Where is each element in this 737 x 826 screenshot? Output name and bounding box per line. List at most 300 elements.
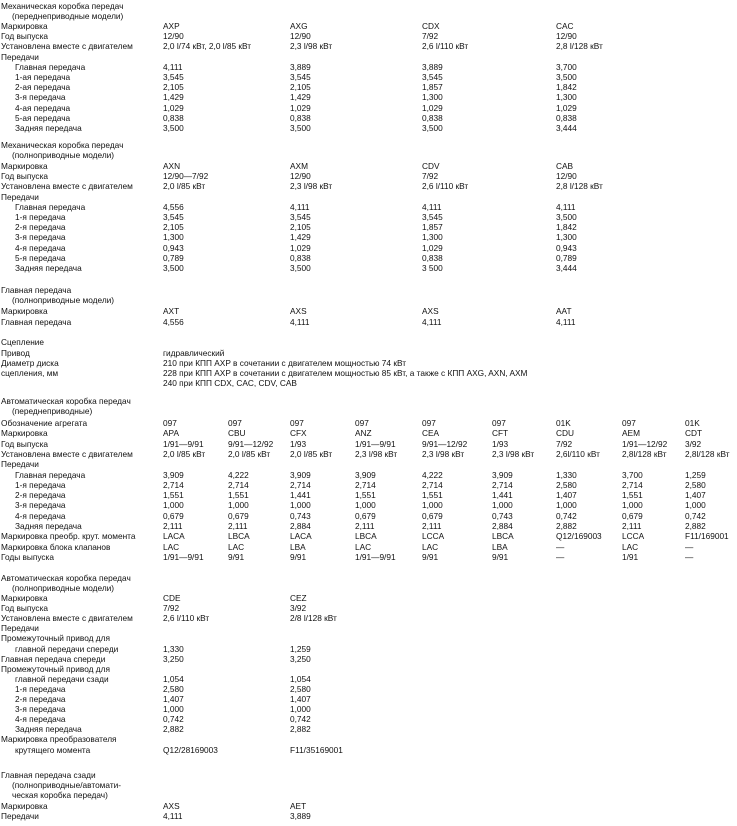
row-value: 097 [290, 418, 304, 428]
spec-row [0, 812, 737, 822]
row-value: 4,111 [422, 201, 442, 212]
spec-row [0, 162, 737, 172]
row-value: 097 [228, 418, 242, 428]
row-value: 2,3 l/98 кВт [355, 448, 398, 459]
row-label: Главная передача спереди [1, 653, 106, 664]
row-value: 0,838 [422, 252, 443, 263]
row-value: 4,222 [228, 469, 249, 480]
row-value: 2/8 l/128 кВт [290, 613, 337, 624]
row-value: 1,551 [355, 490, 376, 501]
row-value: 2,882 [556, 521, 577, 531]
row-value: 0,742 [290, 714, 311, 725]
spec-row [0, 665, 737, 675]
row-value: 0,743 [290, 510, 311, 521]
spec-row [0, 715, 737, 725]
row-label: 1-я передача [15, 212, 66, 222]
row-value: 1,000 [622, 500, 643, 511]
section-title: Механическая коробка передач [1, 1, 124, 11]
row-label: главной передачи сзади [15, 673, 109, 684]
row-value: AEM [622, 428, 640, 439]
spec-row [0, 182, 737, 192]
row-label: 2-ая передача [15, 82, 71, 93]
row-label: Установлена вместе с двигателем [1, 181, 133, 192]
row-value: 2,8 l/128 кВт [556, 181, 603, 192]
row-label: 3-я передача [15, 232, 66, 243]
row-value: 12/90 [290, 171, 311, 182]
row-value: 2,6 l/110 кВт [163, 613, 210, 624]
row-value: 3,444 [556, 123, 577, 133]
row-value: 9/91 [290, 551, 307, 562]
row-value: 0,789 [163, 252, 184, 263]
row-value: 12/90 [556, 171, 577, 182]
row-value: 2,3 l/98 кВт [492, 448, 535, 459]
row-value: 1,000 [355, 500, 376, 511]
spec-row [0, 429, 737, 439]
row-label: Задняя передача [15, 123, 82, 133]
row-value: 4,556 [163, 316, 184, 327]
row-value: CDU [556, 428, 574, 439]
row-value: 2,111 [228, 521, 248, 531]
row-value: 12/90 [290, 31, 311, 42]
spec-row [0, 223, 737, 233]
row-value: 4,111 [556, 201, 576, 212]
spec-row [0, 624, 737, 634]
row-value: 0,838 [163, 112, 184, 123]
row-value: LBA [290, 541, 306, 552]
row-value: 1,029 [422, 242, 443, 253]
row-label: Маркировка блока клапанов [1, 541, 111, 552]
row-value: 1,407 [290, 694, 311, 704]
row-value: 2,8l/128 кВт [622, 448, 667, 459]
row-value: 2,3 l/98 кВт [290, 181, 333, 192]
spec-row [0, 695, 737, 705]
row-value: 3,909 [163, 469, 184, 480]
row-value: 2,0 l/85 кВт [228, 448, 271, 459]
row-value: 1,259 [290, 643, 311, 654]
spec-row [0, 675, 737, 685]
row-value: 1/91—9/91 [163, 438, 204, 449]
spec-row [0, 22, 737, 32]
row-value: 3,250 [290, 653, 311, 664]
row-value: 1,441 [290, 490, 311, 501]
row-value: 1,842 [556, 222, 577, 233]
row-value: LBA [492, 541, 508, 552]
row-value: 2,6l/110 кВт [556, 448, 600, 459]
row-label: Диаметр диска [1, 358, 59, 368]
row-value: LCCA [422, 531, 445, 542]
row-value: 1/93 [290, 438, 307, 449]
row-label: Задняя передача [15, 263, 82, 273]
row-label: 4-я передача [15, 510, 66, 521]
row-value: 4,111 [290, 316, 310, 327]
row-label: Главная передача [15, 201, 86, 212]
spec-row [0, 104, 737, 114]
row-label: 4-ая передача [15, 102, 71, 113]
section-subtitle: ческая коробка передач) [12, 790, 108, 800]
row-value: CBU [228, 428, 246, 439]
row-value: CFX [290, 428, 307, 439]
row-value: 1,407 [685, 490, 706, 501]
row-value: 2,111 [422, 521, 442, 531]
row-value: 3,545 [163, 212, 184, 222]
row-value: 2,105 [290, 222, 311, 233]
row-label: Промежуточный привод для [1, 663, 110, 674]
row-label: Установлена вместе с двигателем [1, 613, 133, 624]
section-subtitle: (полноприводные модели) [12, 150, 115, 160]
row-value: 1,407 [163, 694, 184, 704]
row-value: 0,943 [163, 242, 184, 253]
row-value: CDX [422, 21, 440, 31]
row-value: CEZ [290, 593, 307, 603]
row-value: 1,029 [556, 102, 577, 113]
spec-row [0, 264, 737, 274]
row-value: 1,054 [163, 673, 184, 684]
spec-row [0, 307, 737, 317]
row-value: 1,259 [685, 469, 706, 480]
row-label: Задняя передача [15, 521, 82, 531]
row-label: Маркировка [1, 593, 48, 603]
row-value: 7/92 [422, 171, 439, 182]
row-label: Маркировка [1, 161, 48, 171]
row-label: Год выпуска [1, 603, 49, 614]
row-label: Главная передача [1, 316, 72, 327]
row-value: 097 [163, 418, 177, 428]
row-value: 228 при КПП AXP в сочетании с двигателем мощностью 85 кВт, а также с КПП AXG, AXN, AXM [163, 368, 528, 378]
row-value: 0,789 [556, 252, 577, 263]
spec-row [0, 213, 737, 223]
row-label: 1-я передача [15, 479, 66, 490]
row-value: 3,500 [556, 212, 577, 222]
section-subtitle: (переднеприводные) [12, 406, 93, 416]
row-value: 1,842 [556, 82, 577, 93]
row-value: 3,909 [355, 469, 376, 480]
row-value: 2,580 [163, 683, 184, 694]
row-value: 3,545 [163, 72, 184, 82]
spec-row [0, 73, 737, 83]
row-label: Привод [1, 348, 30, 358]
row-value: 3,700 [556, 61, 577, 72]
row-value: 1,407 [556, 490, 577, 501]
row-value: 2,105 [163, 82, 184, 93]
row-value: 3,889 [290, 61, 311, 72]
row-value: 7/92 [163, 603, 180, 614]
row-value: 1,441 [492, 490, 513, 501]
row-label: сцепления, мм [1, 368, 59, 378]
row-value: 3,909 [492, 469, 513, 480]
row-value: LBCA [355, 531, 377, 542]
row-value: 2,714 [290, 479, 311, 490]
section-title: Механическая коробка передач [1, 140, 124, 150]
row-label: Маркировка [1, 801, 48, 811]
row-value: 1/91—9/91 [163, 551, 204, 562]
row-value: LBCA [492, 531, 514, 542]
row-value: 210 при КПП AXP в сочетании с двигателем мощностью 74 кВт [163, 358, 407, 368]
row-value: 1,000 [290, 704, 311, 715]
spec-row [0, 114, 737, 124]
row-value: AXT [163, 306, 180, 316]
spec-row [0, 471, 737, 481]
row-value: 12/90 [163, 31, 184, 42]
row-value: 0,838 [556, 112, 577, 123]
section-subtitle: (переднеприводные модели) [12, 11, 124, 21]
spec-row [0, 685, 737, 695]
row-label: Год выпуска [1, 31, 49, 42]
row-value: APA [163, 428, 179, 439]
row-value: 3,545 [422, 72, 443, 82]
row-value: 2,8l/128 кВт [685, 448, 730, 459]
row-value: 1,029 [290, 102, 311, 113]
row-label: крутящего момента [15, 744, 91, 755]
section-title: Автоматическая коробка передач [1, 573, 131, 583]
spec-row [0, 254, 737, 264]
row-label: Передачи [1, 459, 39, 470]
row-label: Год выпуска [1, 438, 49, 449]
row-value: AXS [163, 801, 180, 811]
row-value: LAC [622, 541, 639, 552]
row-value: 3,500 [556, 72, 577, 82]
row-value: 0,742 [163, 714, 184, 725]
row-value: CEA [422, 428, 440, 439]
row-value: 3,250 [163, 653, 184, 664]
row-value: 2,714 [228, 479, 249, 490]
row-value: 4,111 [163, 811, 183, 822]
row-value: 01K [685, 418, 700, 428]
row-value: 0,838 [290, 252, 311, 263]
row-value: 1,300 [422, 92, 443, 103]
row-value: 2,714 [622, 479, 643, 490]
spec-row [0, 124, 737, 134]
row-value: 1,029 [422, 102, 443, 113]
row-value: 3,889 [290, 811, 311, 822]
row-label: Установлена вместе с двигателем [1, 41, 133, 52]
row-value: 9/91 [422, 551, 439, 562]
spec-row [0, 233, 737, 243]
row-value: 1,429 [290, 232, 311, 243]
row-value: F11/35169001 [290, 744, 343, 755]
row-value: 0,679 [422, 510, 443, 521]
row-value: 2,884 [492, 521, 513, 531]
row-value: 4,111 [422, 316, 442, 327]
row-value: 0,679 [355, 510, 376, 521]
row-value: 1,551 [422, 490, 443, 501]
row-value: 0,742 [556, 510, 577, 521]
row-value: AET [290, 801, 307, 811]
row-label: 5-ая передача [15, 112, 71, 123]
row-value: 2,882 [290, 724, 311, 735]
row-value: 3,545 [422, 212, 443, 222]
row-value: 097 [492, 418, 506, 428]
row-value: CAC [556, 21, 574, 31]
section-subtitle: (полноприводные/автомати- [12, 780, 122, 790]
row-value: 0,679 [228, 510, 249, 521]
spec-row [0, 532, 737, 542]
row-label: Маркировка [1, 21, 48, 31]
row-label: 2-я передача [15, 222, 66, 233]
spec-row [0, 746, 737, 756]
row-value: 2,0 l/85 кВт [163, 448, 206, 459]
row-value: 1,300 [422, 232, 443, 243]
row-value: 1,054 [290, 673, 311, 684]
spec-row [0, 83, 737, 93]
row-value: 1,000 [290, 500, 311, 511]
row-value: 3,444 [556, 263, 577, 273]
spec-row [0, 244, 737, 254]
row-value: 2,580 [290, 683, 311, 694]
row-value: 01K [556, 418, 571, 428]
row-value: 2,0 l/85 кВт [163, 181, 206, 192]
section-title: Автоматическая коробка передач [1, 396, 131, 406]
row-value: 097 [622, 418, 636, 428]
row-value: 1,330 [556, 469, 577, 480]
row-value: 2,884 [290, 521, 311, 531]
row-value: LBCA [228, 531, 250, 542]
row-value: CDE [163, 593, 181, 603]
row-value: — [556, 551, 565, 562]
row-value: CFT [492, 428, 509, 439]
row-value: 1,000 [685, 500, 706, 511]
row-label: Передачи [1, 811, 39, 822]
row-label: 1-я передача [15, 683, 66, 694]
row-value: AXG [290, 21, 308, 31]
row-value: 2,3 l/98 кВт [290, 41, 333, 52]
row-value: 1,000 [163, 500, 184, 511]
row-value: 2,580 [556, 479, 577, 490]
row-value: 0,679 [622, 510, 643, 521]
row-value: CDT [685, 428, 703, 439]
spec-row [0, 53, 737, 63]
row-value: 1,551 [622, 490, 643, 501]
row-value: 2,111 [622, 521, 642, 531]
spec-row [0, 42, 737, 52]
row-value: 12/90 [556, 31, 577, 42]
row-label: Год выпуска [1, 171, 49, 182]
row-value: 3,545 [290, 72, 311, 82]
row-label: Передачи [1, 51, 39, 62]
row-value: 4,556 [163, 201, 184, 212]
row-value: AXS [422, 306, 439, 316]
spec-row [0, 645, 737, 655]
row-label: 1-ая передача [15, 72, 71, 82]
row-label: 3-я передача [15, 500, 66, 511]
spec-row [0, 63, 737, 73]
section-title: Сцепление [1, 337, 45, 347]
row-value: 097 [355, 418, 369, 428]
row-value: 2,714 [492, 479, 513, 490]
row-value: 3,500 [163, 263, 184, 273]
row-value: LACA [163, 531, 185, 542]
row-value: 3 500 [422, 263, 443, 273]
spec-row [0, 501, 737, 511]
row-value: 2,105 [290, 82, 311, 93]
row-value: 2,580 [685, 479, 706, 490]
row-label: Маркировка преобр. крут. момента [1, 531, 136, 542]
row-label: Маркировка преобразователя [1, 734, 117, 745]
row-value: 2,6 l/110 кВт [422, 181, 469, 192]
row-value: 4,111 [163, 61, 183, 72]
row-value: LAC [422, 541, 439, 552]
row-value: LAC [228, 541, 245, 552]
row-value: 7/92 [422, 31, 439, 42]
row-value: 1,551 [228, 490, 249, 501]
row-value: 12/90—7/92 [163, 171, 209, 182]
row-value: 3,700 [622, 469, 643, 480]
row-value: F11/169001 [685, 531, 729, 542]
row-value: 4,111 [290, 201, 310, 212]
section-subtitle: (полноприводные модели) [12, 583, 115, 593]
row-value: AXM [290, 161, 308, 171]
row-label: 5-я передача [15, 252, 66, 263]
row-value: AXP [163, 21, 180, 31]
row-value: 2,0 l/85 кВт [290, 448, 333, 459]
row-value: 2,8 l/128 кВт [556, 41, 603, 52]
row-value: 2,714 [355, 479, 376, 490]
spec-row [0, 460, 737, 470]
row-value: 1,429 [290, 92, 311, 103]
section-title: Главная передача сзади [1, 770, 96, 780]
row-value: 2,714 [163, 479, 184, 490]
row-label: Главная передача [15, 469, 86, 480]
row-value: 3,500 [290, 123, 311, 133]
row-label: 4-я передача [15, 714, 66, 725]
row-value: 4,111 [556, 316, 576, 327]
row-label: Установлена вместе с двигателем [1, 448, 133, 459]
row-label: 2-я передача [15, 490, 66, 501]
spec-row [0, 93, 737, 103]
row-value: LACA [290, 531, 312, 542]
row-value: — [685, 551, 694, 562]
row-value: 3/92 [685, 438, 702, 449]
row-label: Маркировка [1, 306, 48, 316]
row-label: 3-я передача [15, 92, 66, 103]
row-label: 3-я передача [15, 704, 66, 715]
row-value: 4,222 [422, 469, 443, 480]
row-value: 0,943 [556, 242, 577, 253]
row-value: 1/91—9/91 [355, 438, 396, 449]
row-value: 2,882 [685, 521, 706, 531]
row-value: 3,500 [422, 123, 443, 133]
spec-row [0, 450, 737, 460]
spec-row [0, 594, 737, 604]
row-label: Передачи [1, 191, 39, 202]
row-value: ANZ [355, 428, 372, 439]
row-value: 0,742 [685, 510, 706, 521]
row-value: 3/92 [290, 603, 307, 614]
row-value: 3,545 [290, 212, 311, 222]
row-value: 3,909 [290, 469, 311, 480]
row-value: 0,838 [422, 112, 443, 123]
row-value: 1,857 [422, 82, 443, 93]
row-value: 1/91—12/92 [622, 438, 668, 449]
row-value: AXS [290, 306, 307, 316]
row-value: 1,000 [492, 500, 513, 511]
row-label: 2-я передача [15, 694, 66, 704]
row-value: — [685, 541, 694, 552]
spec-row [0, 705, 737, 715]
row-value: 1,300 [163, 232, 184, 243]
spec-row [0, 379, 737, 389]
row-value: 2,111 [355, 521, 375, 531]
section-subtitle: (полноприводные модели) [12, 295, 115, 305]
spec-row [0, 318, 737, 328]
row-value: 2,714 [422, 479, 443, 490]
row-value: 0,679 [163, 510, 184, 521]
row-value: 1,330 [163, 643, 184, 654]
row-value: 1,857 [422, 222, 443, 233]
row-value: AXN [163, 161, 181, 171]
row-value: 9/91 [492, 551, 509, 562]
row-value: 1,029 [290, 242, 311, 253]
spec-row [0, 735, 737, 745]
